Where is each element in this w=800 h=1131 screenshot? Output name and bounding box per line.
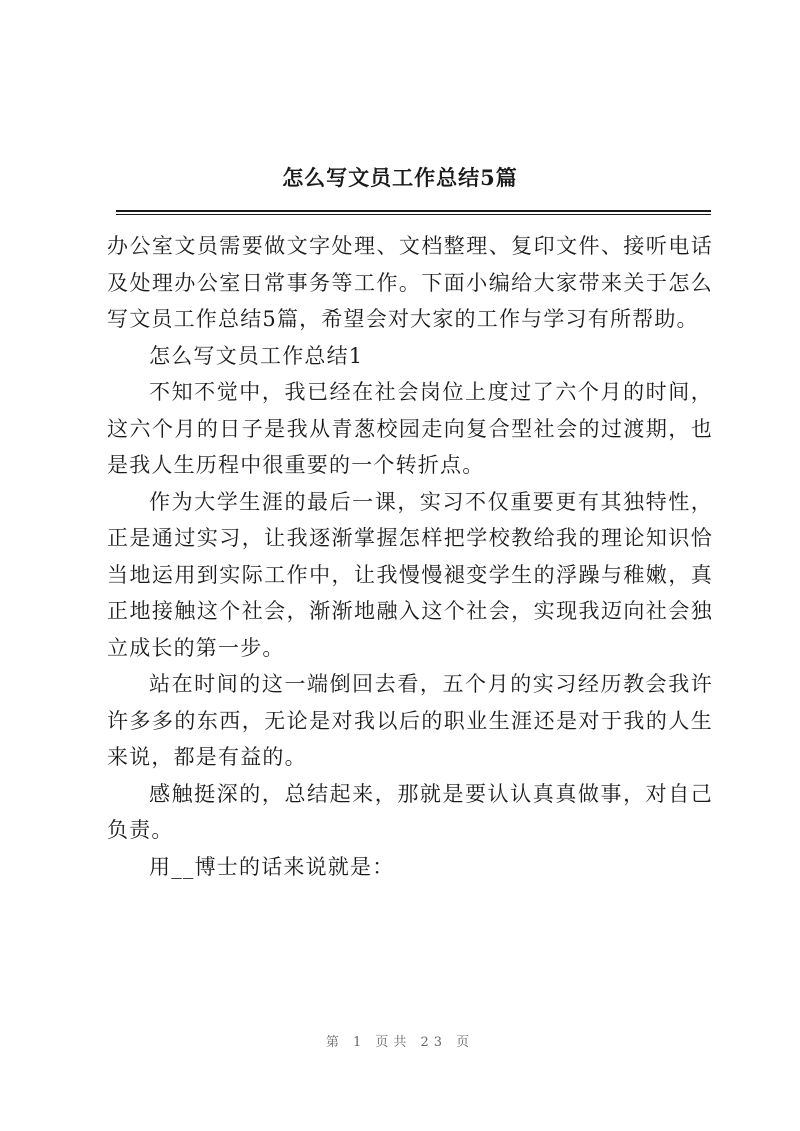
body-paragraph: 不知不觉中，我已经在社会岗位上度过了六个月的时间，这六个月的日子是我从青葱校园走向复合型社会的过渡期，也是我人生历程中很重要的一个转折点。 [107, 380, 713, 477]
body-paragraph: 感触挺深的，总结起来，那就是要认认真真做事，对自己负责。 [107, 781, 713, 842]
body-paragraph: 作为大学生涯的最后一课，实习不仅重要更有其独特性，正是通过实习，让我逐渐掌握怎样把学校教给我的理论知识恰当地运用到实际工作中，让我慢慢褪变学生的浮躁与稚嫩，真正地接触这个社会，渐渐地融入这个社会，实现我迈向社会独立成长的第一步。 [107, 489, 713, 660]
body-paragraph: 用__博士的话来说就是： [149, 854, 395, 879]
body-paragraph: 站在时间的这一端倒回去看，五个月的实习经历教会我许许多多的东西，无论是对我以后的职业生涯还是对于我的人生来说，都是有益的。 [107, 672, 713, 769]
document-title: 怎么写文员工作总结5篇 [282, 165, 518, 190]
title-rule-thin [116, 214, 711, 215]
intro-paragraph: 办公室文员需要做文字处理、文档整理、复印文件、接听电话及处理办公室日常事务等工作。下面小编给大家带来关于怎么写文员工作总结5篇，希望会对大家的工作与学习有所帮助。 [107, 234, 713, 331]
title-rule-thick [116, 210, 711, 212]
document-body [107, 228, 713, 885]
page-number: 第 1 页共 23 页 [325, 1035, 475, 1050]
section-heading: 怎么写文员工作总结1 [149, 343, 364, 368]
